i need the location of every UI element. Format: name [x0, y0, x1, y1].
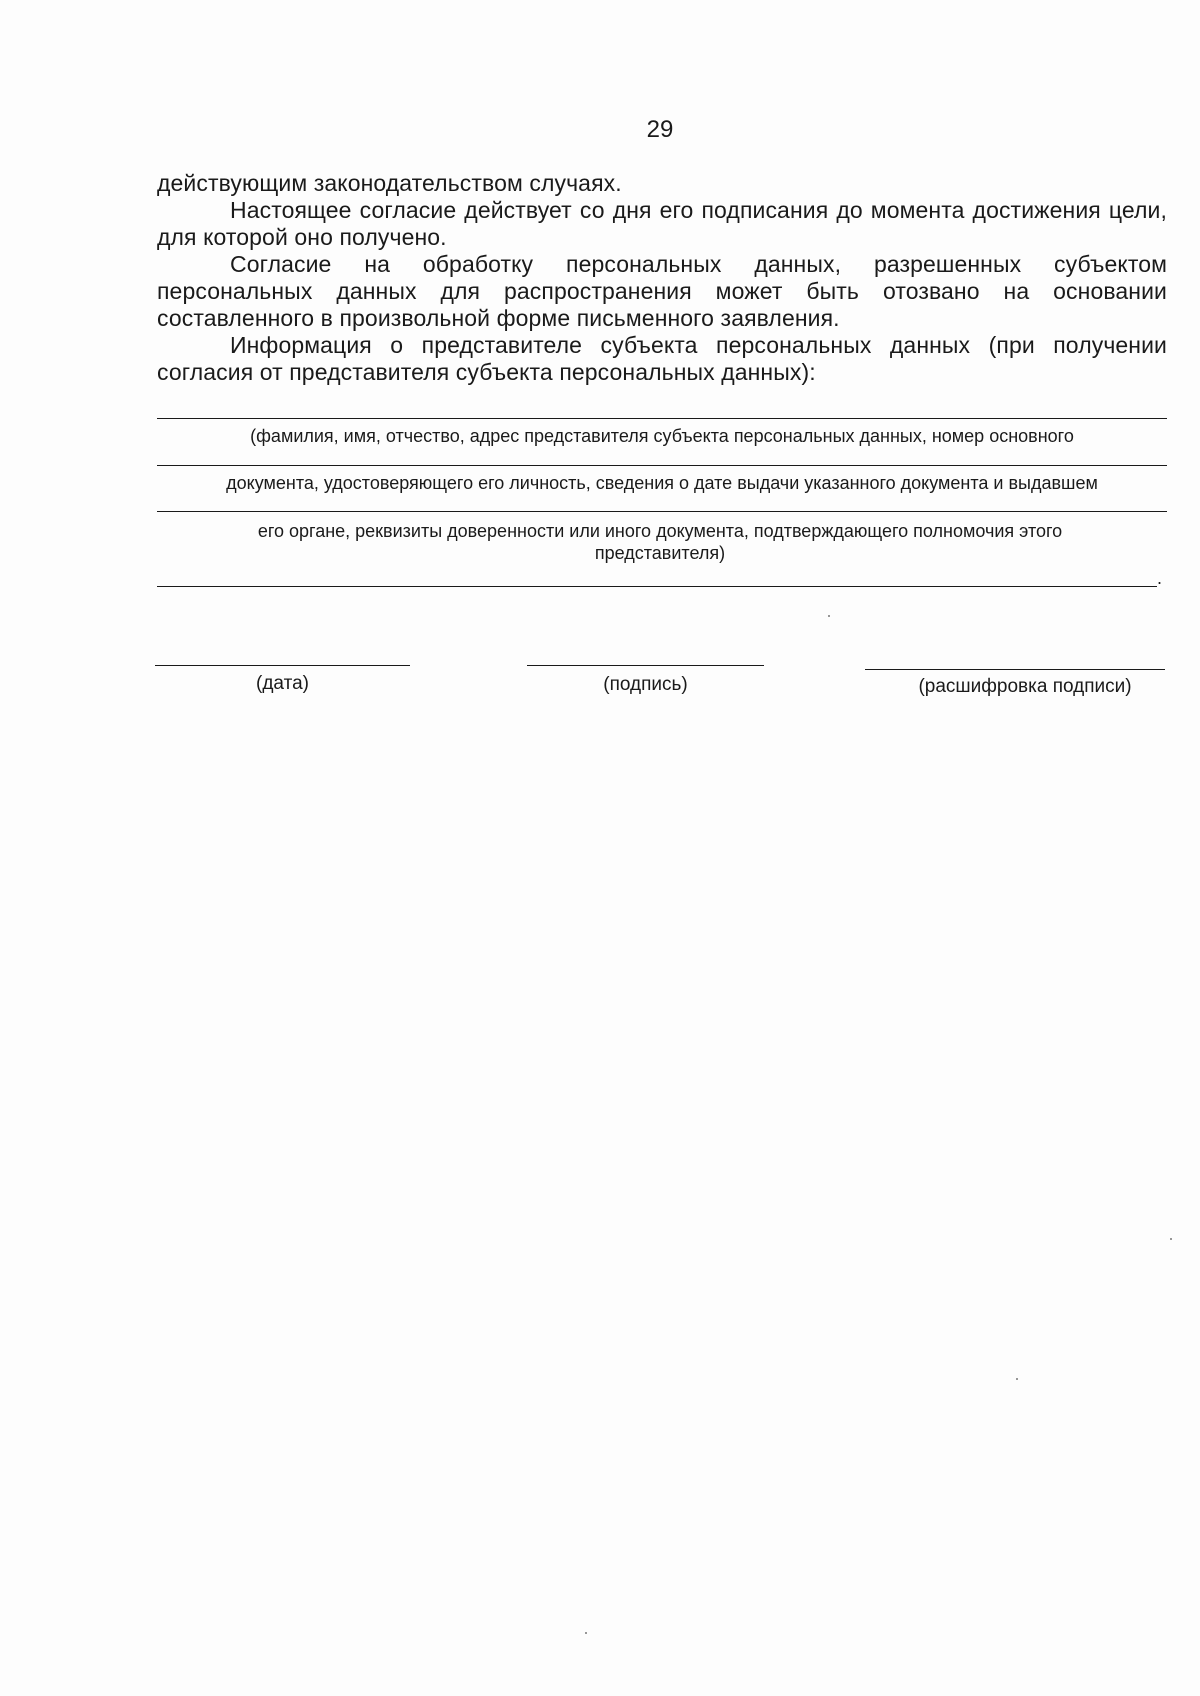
- scan-speck: [1016, 1378, 1018, 1380]
- scan-speck: [828, 615, 830, 617]
- fill-line-2[interactable]: [157, 465, 1167, 466]
- caption-line-2: документа, удостоверяющего его личность, сведения о дате выдачи указанного документа и выдавшем: [226, 473, 1098, 493]
- scan-speck: [1170, 1238, 1172, 1240]
- date-line[interactable]: [155, 665, 410, 666]
- end-period: .: [1157, 568, 1163, 588]
- paragraph-continuation: действующим законодательством случаях.: [157, 170, 622, 196]
- paragraph-validity-period: Настоящее согласие действует со дня его подписания до момента достижения цели, для которой оно получено.: [157, 197, 1167, 250]
- signature-decryption-line[interactable]: [865, 669, 1165, 670]
- caption-line-1: (фамилия, имя, отчество, адрес представителя субъекта персональных данных, номер основного: [250, 426, 1074, 446]
- caption-line-3: его органе, реквизиты доверенности или иного документа, подтверждающего полномочия этого представителя): [257, 521, 1063, 563]
- page-number: 29: [646, 116, 674, 143]
- fill-line-1[interactable]: [157, 418, 1167, 419]
- scan-speck: [585, 1632, 587, 1634]
- date-label: (дата): [256, 673, 309, 694]
- paragraph-representative-info: Информация о представителе субъекта персональных данных (при получении согласия от представителя субъекта персональных данных):: [157, 332, 1167, 385]
- fill-line-3[interactable]: [157, 511, 1167, 512]
- consent-text-body: [157, 170, 1167, 386]
- fill-line-4[interactable]: [157, 586, 1157, 587]
- signature-line[interactable]: [527, 665, 764, 666]
- signature-decryption-label: (расшифровка подписи): [918, 676, 1132, 697]
- signature-label: (подпись): [603, 674, 688, 695]
- paragraph-revocation: Согласие на обработку персональных данных, разрешенных субъектом персональных данных для распространения может быть отозвано на основании составленного в произвольной форме письменного заявления.: [157, 251, 1167, 331]
